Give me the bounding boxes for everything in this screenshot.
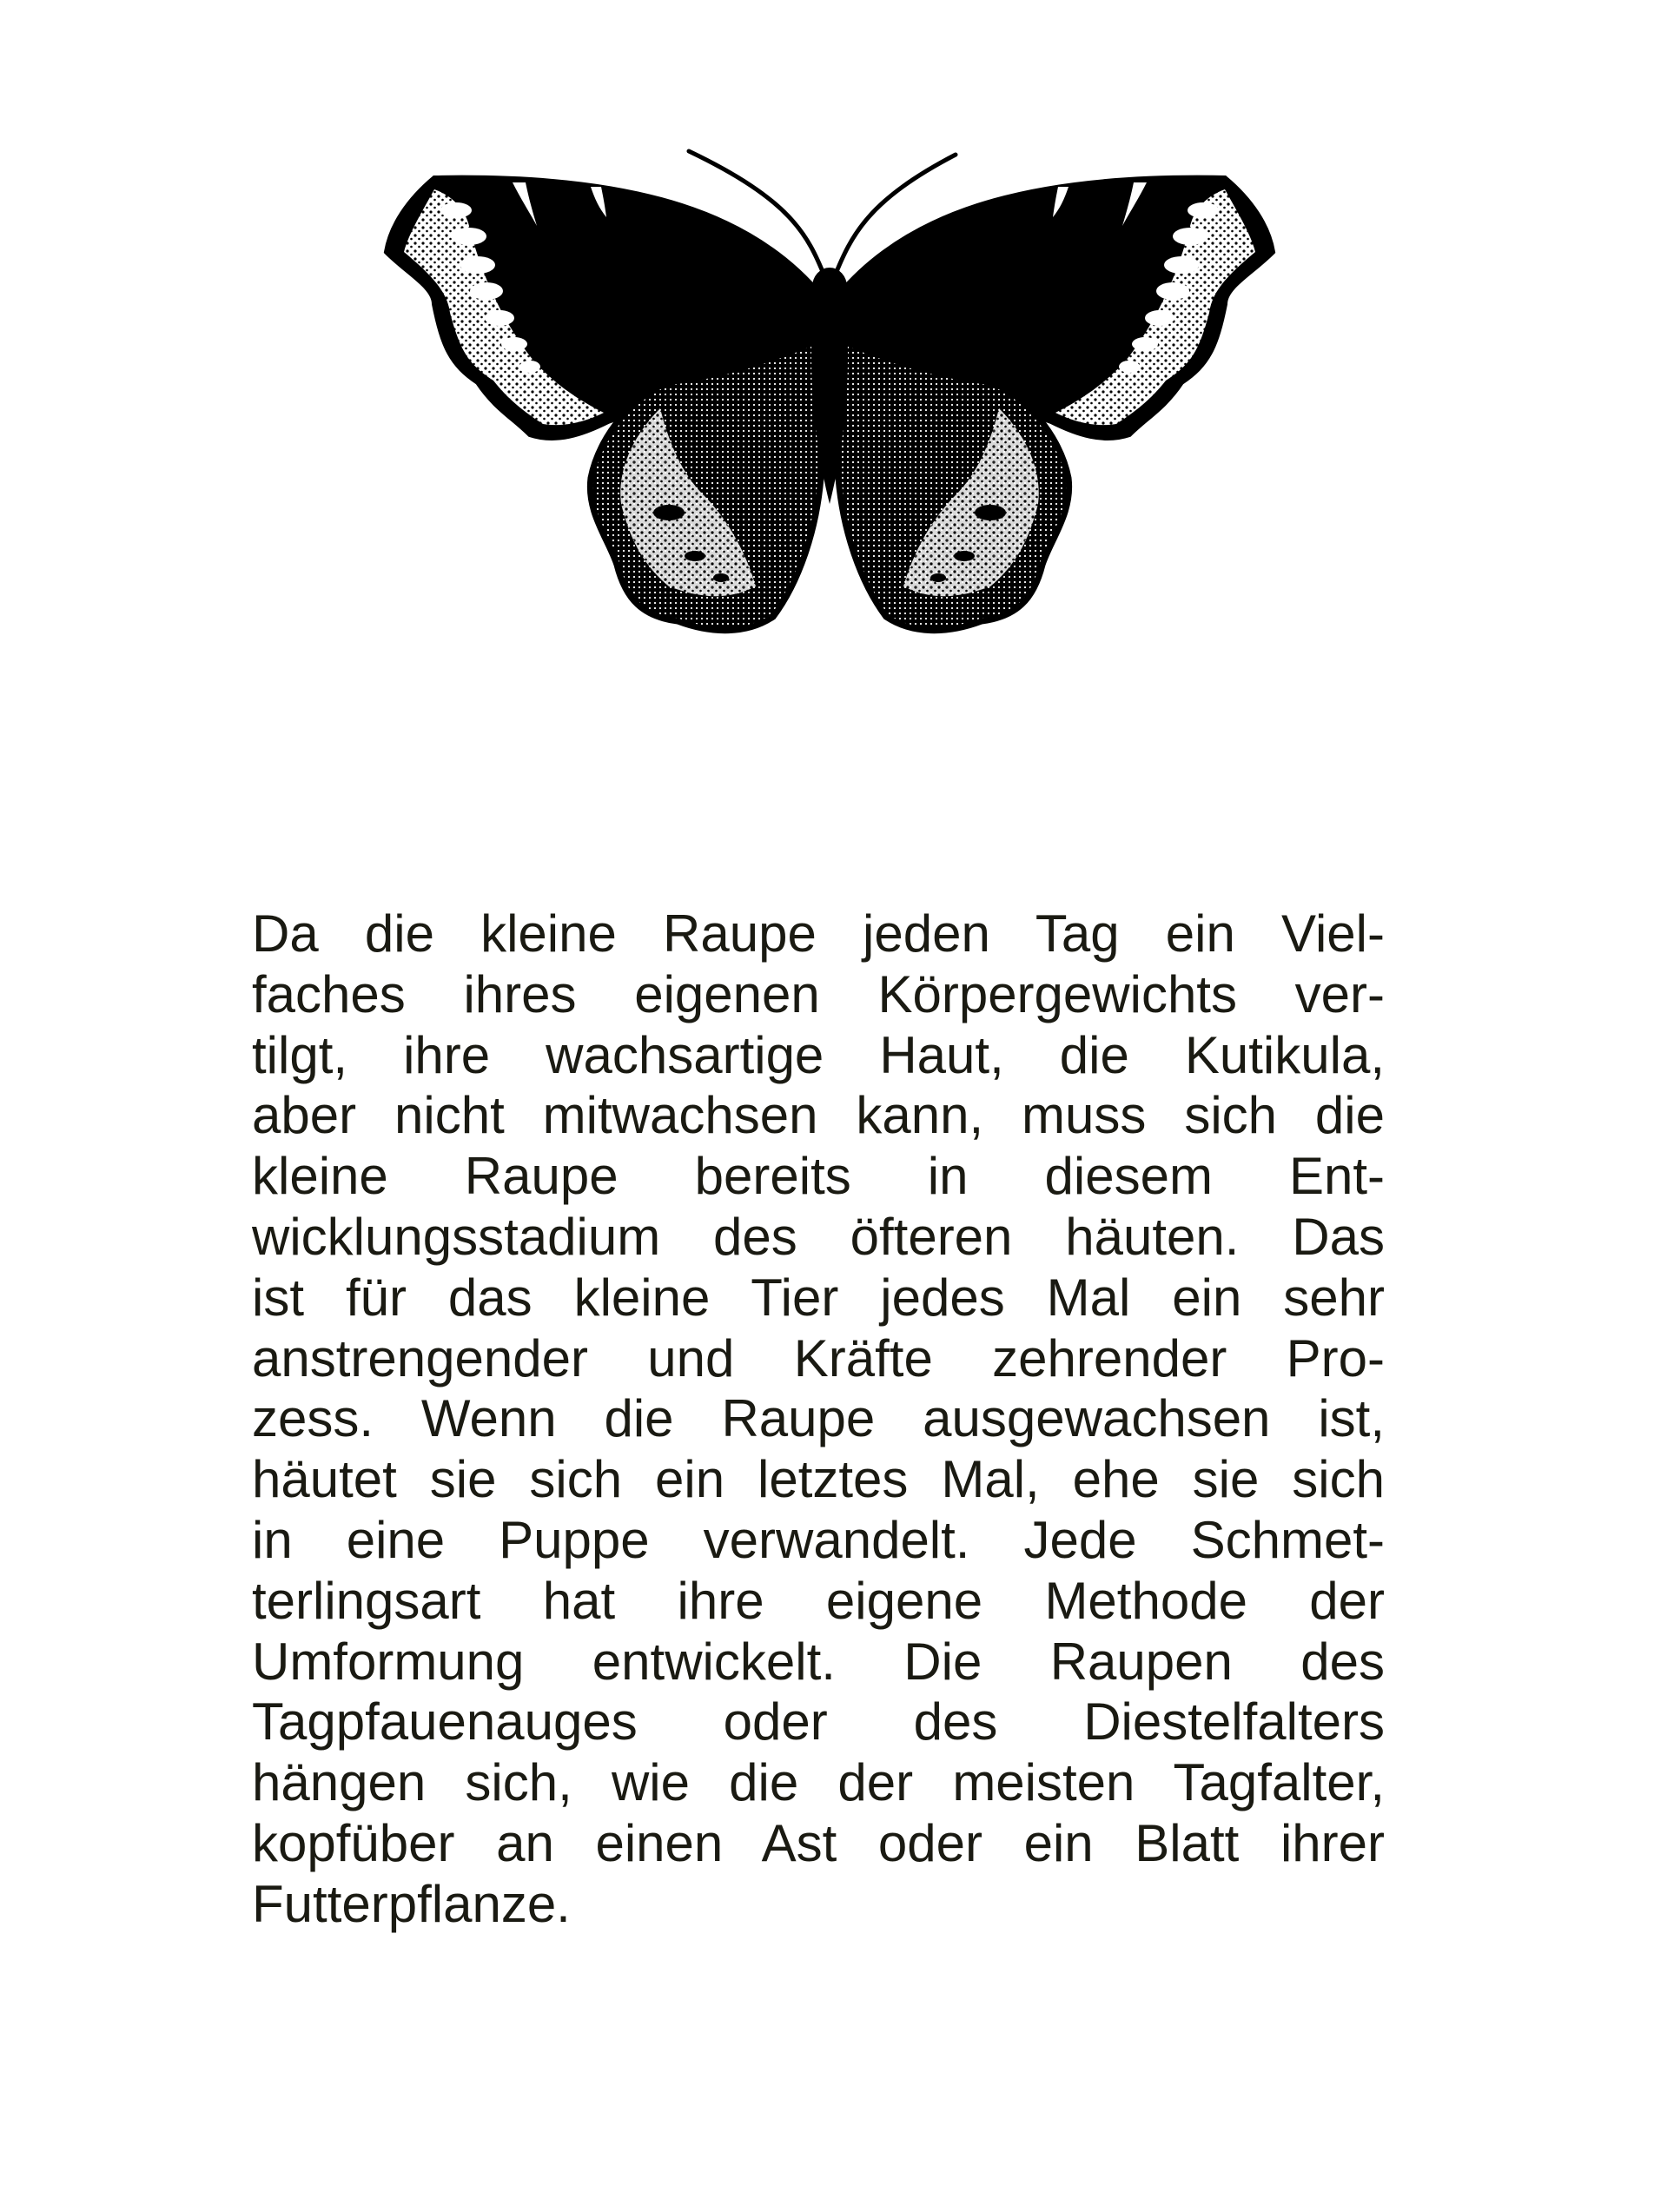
text-line: aber nicht mitwachsen kann, muss sich die (252, 1086, 1385, 1145)
text-line: Futterpflanze. (252, 1874, 571, 1933)
body-paragraph (252, 904, 1385, 1935)
text-line: wicklungsstadium des öfteren häuten. Das (252, 1207, 1385, 1266)
text-line: hängen sich, wie die der meisten Tagfalter, (252, 1753, 1385, 1812)
text-line: tilgt, ihre wachsartige Haut, die Kutikula, (252, 1025, 1385, 1084)
butterfly-icon (382, 148, 1277, 669)
text-line: häutet sie sich ein letztes Mal, ehe sie sich (252, 1450, 1385, 1509)
text-line: Umformung entwickelt. Die Raupen des (252, 1632, 1385, 1691)
text-line: zess. Wenn die Raupe ausgewachsen ist, (252, 1389, 1385, 1448)
text-line: ist für das kleine Tier jedes Mal ein sehr (252, 1268, 1385, 1327)
text-line: Tagpfauenauges oder des Diestelfalters (252, 1692, 1385, 1752)
butterfly-illustration (382, 148, 1277, 669)
text-line: kopfüber an einen Ast oder ein Blatt ihrer (252, 1813, 1385, 1872)
text-line: terlingsart hat ihre eigene Methode der (252, 1571, 1385, 1630)
text-line: kleine Raupe bereits in diesem Ent- (252, 1147, 1385, 1206)
text-line: faches ihres eigenen Körpergewichts ver- (252, 964, 1385, 1023)
text-line: anstrengender und Kräfte zehrender Pro- (252, 1328, 1385, 1387)
text-line: Da die kleine Raupe jeden Tag ein Viel- (252, 904, 1385, 963)
text-line: in eine Puppe verwandelt. Jede Schmet- (252, 1510, 1385, 1569)
